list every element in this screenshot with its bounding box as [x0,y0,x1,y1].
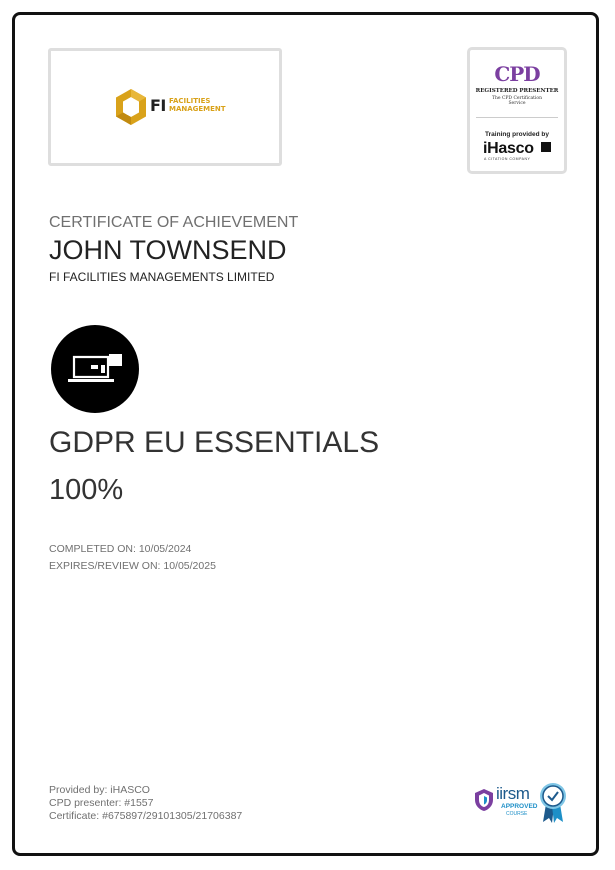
cpd-service-line1: The CPD Certification [491,96,543,101]
course-title: GDPR EU ESSENTIALS [49,426,380,459]
company-logo-line1: FACILITIES [169,97,211,105]
certificate-label: CERTIFICATE OF ACHIEVEMENT [49,214,299,231]
cpd-badge [467,47,567,174]
iirsm-approved-text: APPROVED [501,803,538,810]
cpd-presenter-number: CPD presenter: #1557 [49,797,154,809]
organisation-name: FI FACILITIES MANAGEMENTS LIMITED [49,270,275,284]
training-provided-label: Training provided by [485,131,549,138]
badge-divider [476,117,558,118]
rosette-icon [538,782,568,824]
cpd-logo-mark: CPD [494,62,540,86]
score: 100% [49,474,124,506]
iirsm-wordmark: iirsm [496,784,530,803]
iirsm-course-text: COURSE [506,811,528,817]
completed-date: COMPLETED ON: 10/05/2024 [49,543,192,555]
company-logo-text [169,97,226,113]
iirsm-approved-logo [474,782,570,824]
cpd-service-line2: Service [508,101,526,106]
certificate-number: Certificate: #675897/29101305/21706387 [49,810,243,822]
cpd-service-text [470,96,564,106]
ihasco-square-icon [541,142,551,152]
company-logo [113,87,233,129]
company-logo-line2: MANAGEMENT [169,105,226,113]
hexagon-icon [113,87,149,127]
shield-icon [474,788,494,812]
ihasco-logo: iHasco [483,140,534,157]
provided-by: Provided by: iHASCO [49,784,150,796]
ihasco-tagline: A CITATION COMPANY [484,157,531,161]
recipient-name: JOHN TOWNSEND [49,235,287,265]
company-logo-mark: FI [150,96,166,115]
expiry-date: EXPIRES/REVIEW ON: 10/05/2025 [49,560,216,572]
cpd-registered-presenter: REGISTERED PRESENTER [475,88,559,94]
company-logo-box [48,48,282,166]
laptop-icon [51,325,139,413]
